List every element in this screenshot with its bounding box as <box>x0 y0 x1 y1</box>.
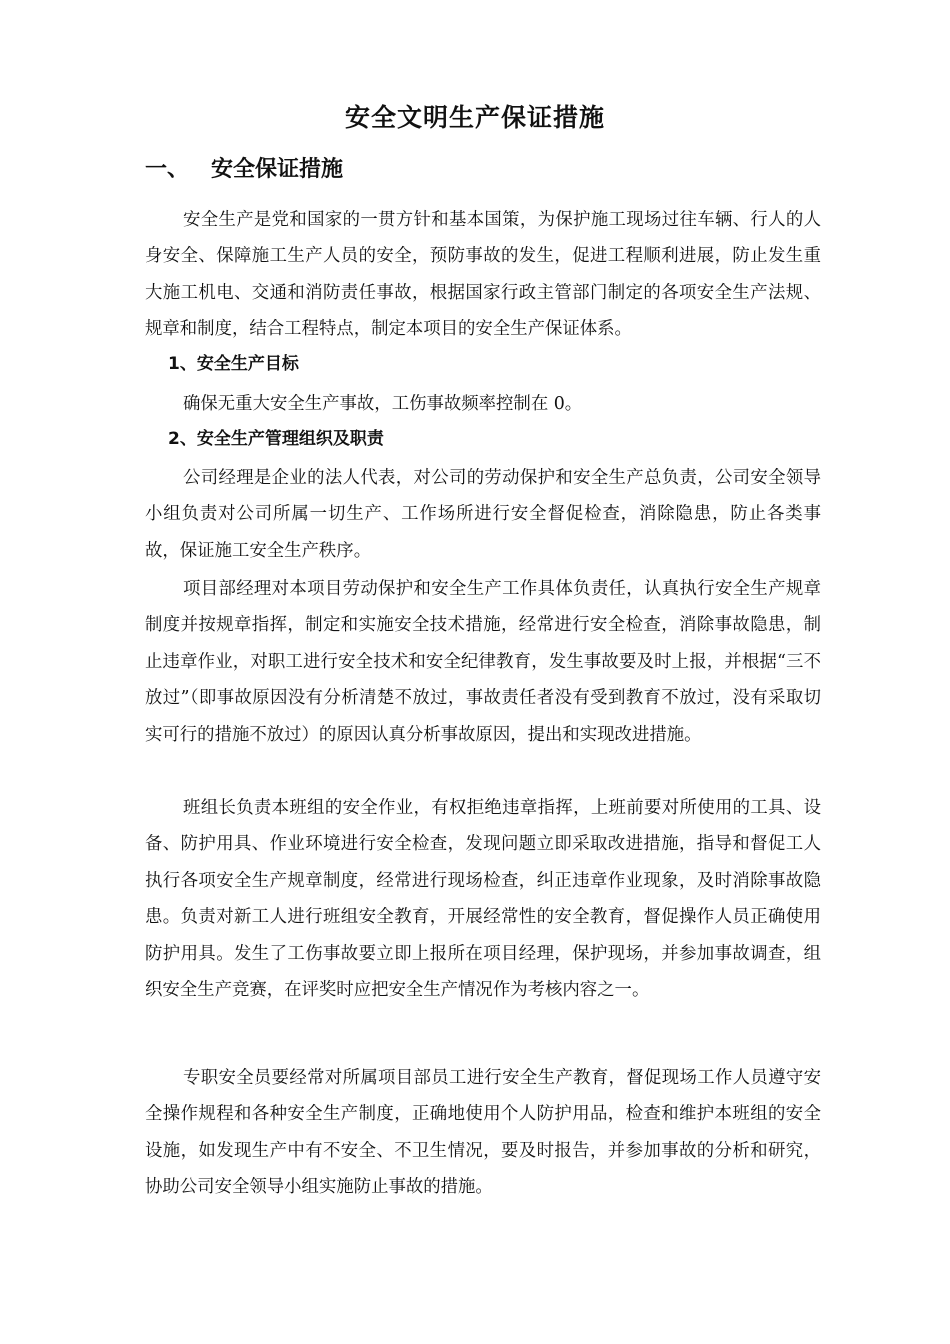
section-number: 一、 <box>145 157 190 182</box>
paragraph-company-manager: 公司经理是企业的法人代表，对公司的劳动保护和安全生产总负责，公司安全领导小组负责对公司所属一切生产、工作场所进行安全督促检查，消除隐患，防止各类事故，保证施工安全生产秩序。 <box>145 468 821 561</box>
section-title: 安全保证措施 <box>211 157 344 182</box>
intro-paragraph: 安全生产是党和国家的一贯方针和基本国策，为保护施工现场过往车辆、行人的人身安全、保障施工生产人员的安全，预防事故的发生，促进工程顺利进展，防止发生重大施工机电、交通和消防责任事故，根据国家行政主管部门制定的各项安全生产法规、规章和制度，结合工程特点，制定本项目的安全生产保证体系。 <box>145 210 821 340</box>
paragraph-safety-officer: 专职安全员要经常对所属项目部员工进行安全生产教育，督促现场工作人员遵守安全操作规程和各种安全生产制度，正确地使用个人防护用品，检查和维护本班组的安全设施，如发现生产中有不安全、不卫生情况，要及时报告，并参加事故的分析和研究，协助公司安全领导小组实施防止事故的措施。 <box>145 1068 821 1198</box>
section-heading <box>145 152 343 183</box>
goal-paragraph: 确保无重大安全生产事故，工伤事故频率控制在 0。 <box>183 394 583 414</box>
subsection-heading-organization: 2、安全生产管理组织及职责 <box>168 429 384 449</box>
subsection-heading-goal: 1、安全生产目标 <box>168 354 299 374</box>
document-title: 安全文明生产保证措施 <box>344 103 605 132</box>
paragraph-team-leader: 班组长负责本班组的安全作业，有权拒绝违章指挥，上班前要对所使用的工具、设备、防护用具、作业环境进行安全检查，发现问题立即采取改进措施，指导和督促工人执行各项安全生产规章制度，经常进行现场检查，纠正违章作业现象，及时消除事故隐患。负责对新工人进行班组安全教育，开展经常性的安全教育，督促操作人员正确使用防护用具。发生了工伤事故要立即上报所在项目经理，保护现场，并参加事故调查，组织安全生产竞赛，在评奖时应把安全生产情况作为考核内容之一。 <box>145 798 821 1001</box>
paragraph-project-manager: 项目部经理对本项目劳动保护和安全生产工作具体负责任，认真执行安全生产规章制度并按规章指挥，制定和实施安全技术措施，经常进行安全检查，消除事故隐患，制止违章作业，对职工进行安全技术和安全纪律教育，发生事故要及时上报，并根据“三不放过”（即事故原因没有分析清楚不放过，事故责任者没有受到教育不放过，没有采取切实可行的措施不放过）的原因认真分析事故原因，提出和实现改进措施。 <box>145 579 821 745</box>
